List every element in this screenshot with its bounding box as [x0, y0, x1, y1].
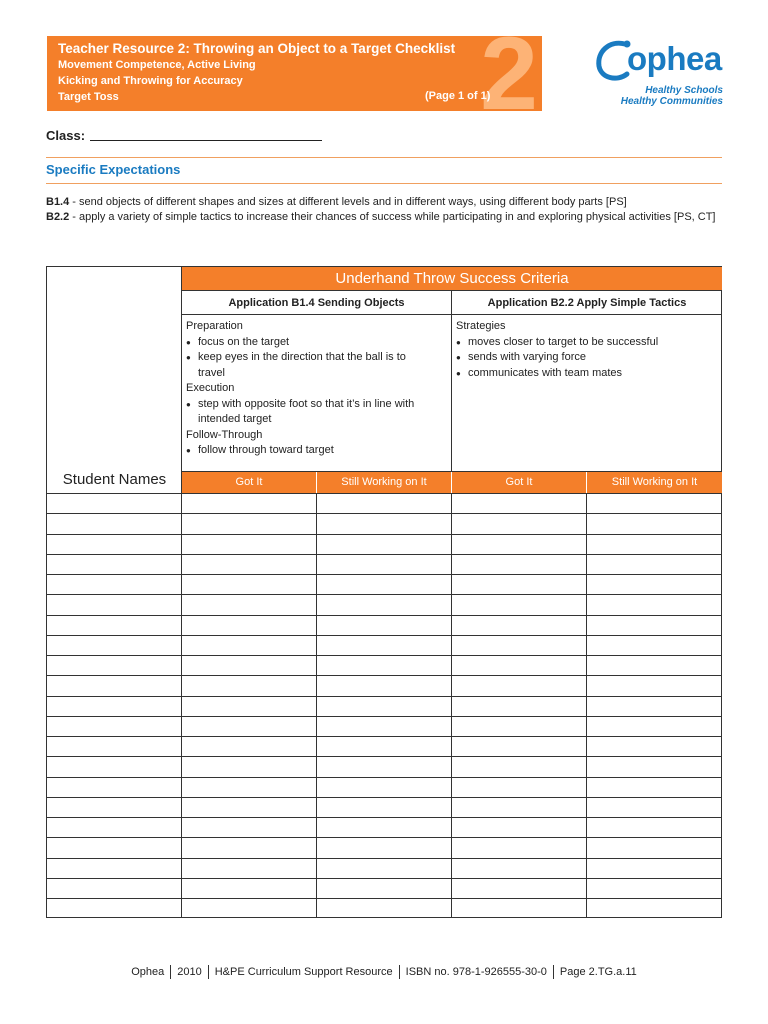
status-got-it-b22: Got It — [452, 472, 587, 493]
status-working-b14: Still Working on It — [317, 472, 452, 493]
criteria-item: ● step with opposite foot so that it’s in line with — [186, 397, 447, 413]
footer-separator — [553, 965, 554, 979]
checkbox-cell[interactable] — [452, 676, 587, 695]
resource-number: 2 — [480, 36, 538, 111]
checkbox-cell[interactable] — [452, 899, 587, 918]
checkbox-cell[interactable] — [587, 717, 721, 736]
checkbox-cell[interactable] — [317, 555, 452, 574]
checkbox-cell[interactable] — [317, 778, 452, 797]
logo-tagline-schools: Healthy Schools — [645, 85, 723, 96]
checkbox-cell[interactable] — [317, 859, 452, 878]
checkbox-cell[interactable] — [587, 555, 721, 574]
criteria-phase-label: Follow-Through — [186, 428, 263, 441]
checkbox-cell[interactable] — [317, 899, 452, 918]
checkbox-cell[interactable] — [452, 555, 587, 574]
footer-separator — [399, 965, 400, 979]
student-name-cell[interactable] — [47, 595, 182, 614]
student-names-label: Student Names — [62, 471, 167, 488]
specific-expectations-heading: Specific Expectations — [46, 162, 181, 177]
footer-separator — [170, 965, 171, 979]
checkbox-cell[interactable] — [182, 676, 317, 695]
divider-bottom — [46, 183, 722, 184]
checkbox-cell[interactable] — [182, 798, 317, 817]
application-b22-heading: Application B2.2 Apply Simple Tactics — [452, 291, 722, 315]
student-name-cell[interactable] — [47, 757, 182, 776]
checkbox-cell[interactable] — [182, 717, 317, 736]
checklist-table — [46, 266, 722, 918]
footer-page-number: Page 2.TG.a.11 — [559, 965, 637, 978]
strand-subtitle: Movement Competence, Active Living — [58, 59, 256, 71]
checkbox-cell[interactable] — [317, 535, 452, 554]
student-name-cell[interactable] — [47, 494, 182, 513]
checkbox-cell[interactable] — [317, 838, 452, 857]
checkbox-cell[interactable] — [452, 636, 587, 655]
checkbox-cell[interactable] — [587, 616, 721, 635]
checkbox-cell[interactable] — [452, 616, 587, 635]
table-row — [47, 858, 721, 878]
checkbox-cell[interactable] — [182, 656, 317, 675]
checkbox-cell[interactable] — [182, 697, 317, 716]
student-name-cell[interactable] — [47, 778, 182, 797]
checkbox-cell[interactable] — [587, 514, 721, 533]
criteria-item: ● follow through toward target — [186, 443, 447, 459]
criteria-item: ● keep eyes in the direction that the ball is to — [186, 350, 447, 366]
student-name-cell[interactable] — [47, 737, 182, 756]
checkbox-cell[interactable] — [587, 879, 721, 898]
table-row — [47, 837, 721, 857]
criteria-item: travel — [198, 366, 225, 379]
table-row — [47, 493, 721, 513]
expectation-b22 — [46, 210, 722, 225]
table-row — [47, 756, 721, 776]
checkbox-cell[interactable] — [587, 575, 721, 594]
expectation-text: - apply a variety of simple tactics to increase their chances of success while participating in and exploring physical activities [PS, CT] — [69, 211, 716, 223]
checkbox-cell[interactable] — [587, 535, 721, 554]
table-row — [47, 817, 721, 837]
table-row — [47, 878, 721, 898]
expectation-text: - send objects of different shapes and sizes at different levels and in different ways, using different body parts [PS] — [69, 196, 627, 208]
checkbox-cell[interactable] — [317, 798, 452, 817]
checkbox-cell[interactable] — [317, 757, 452, 776]
checkbox-cell[interactable] — [317, 494, 452, 513]
checkbox-cell[interactable] — [317, 595, 452, 614]
checkbox-cell[interactable] — [317, 616, 452, 635]
checkbox-cell[interactable] — [317, 575, 452, 594]
footer-publisher: Ophea — [131, 965, 165, 978]
checkbox-cell[interactable] — [452, 737, 587, 756]
criteria-phase-label: Strategies — [456, 320, 506, 332]
checkbox-cell[interactable] — [317, 656, 452, 675]
checkbox-cell[interactable] — [587, 757, 721, 776]
checkbox-cell[interactable] — [452, 595, 587, 614]
checkbox-cell[interactable] — [182, 616, 317, 635]
checkbox-cell[interactable] — [182, 575, 317, 594]
page-title: Teacher Resource 2: Throwing an Object to a Target Checklist — [58, 41, 456, 56]
checkbox-cell[interactable] — [317, 879, 452, 898]
checkbox-cell[interactable] — [182, 535, 317, 554]
criteria-item: ● moves closer to target to be successful — [456, 335, 718, 351]
criteria-item: intended target — [198, 413, 272, 425]
checkbox-cell[interactable] — [452, 798, 587, 817]
application-b14-heading: Application B1.4 Sending Objects — [182, 291, 452, 315]
checkbox-cell[interactable] — [452, 838, 587, 857]
checkbox-cell[interactable] — [452, 879, 587, 898]
checkbox-cell[interactable] — [182, 899, 317, 918]
header-banner — [47, 36, 542, 111]
criteria-item: ● focus on the target — [186, 335, 447, 351]
table-row — [47, 594, 721, 614]
student-names-header-cell — [47, 267, 182, 493]
checkbox-cell[interactable] — [317, 717, 452, 736]
footer-resource: H&PE Curriculum Support Resource — [214, 965, 393, 978]
footer-separator — [208, 965, 209, 979]
checkbox-cell[interactable] — [182, 494, 317, 513]
student-name-cell[interactable] — [47, 656, 182, 675]
student-name-cell[interactable] — [47, 616, 182, 635]
checkbox-cell[interactable] — [182, 737, 317, 756]
status-working-b22: Still Working on It — [587, 472, 722, 493]
checkbox-cell[interactable] — [587, 595, 721, 614]
checkbox-cell[interactable] — [587, 737, 721, 756]
footer-year: 2010 — [177, 965, 202, 978]
checkbox-cell[interactable] — [317, 636, 452, 655]
checkbox-cell[interactable] — [182, 757, 317, 776]
checkbox-cell[interactable] — [317, 514, 452, 533]
student-name-cell[interactable] — [47, 838, 182, 857]
table-row — [47, 574, 721, 594]
checkbox-cell[interactable] — [587, 697, 721, 716]
checkbox-cell[interactable] — [182, 879, 317, 898]
checkbox-cell[interactable] — [452, 859, 587, 878]
checkbox-cell[interactable] — [182, 859, 317, 878]
checkbox-cell[interactable] — [317, 737, 452, 756]
page-count: (Page 1 of 1) — [425, 90, 491, 102]
expectation-code: B2.2 — [46, 211, 70, 223]
checkbox-cell[interactable] — [317, 818, 452, 837]
checkbox-cell[interactable] — [452, 494, 587, 513]
table-row — [47, 635, 721, 655]
student-name-cell[interactable] — [47, 636, 182, 655]
checkbox-cell[interactable] — [452, 778, 587, 797]
table-row — [47, 513, 721, 533]
divider-top — [46, 157, 722, 158]
criteria-item: ● communicates with team mates — [456, 366, 718, 382]
page-footer — [0, 965, 768, 979]
table-row — [47, 534, 721, 554]
student-name-cell[interactable] — [47, 697, 182, 716]
student-name-cell[interactable] — [47, 535, 182, 554]
checkbox-cell[interactable] — [452, 575, 587, 594]
checkbox-cell[interactable] — [452, 656, 587, 675]
checkbox-cell[interactable] — [587, 798, 721, 817]
table-row — [47, 716, 721, 736]
checkbox-cell[interactable] — [182, 838, 317, 857]
checkbox-cell[interactable] — [587, 494, 721, 513]
class-field[interactable] — [90, 140, 322, 141]
table-row — [47, 554, 721, 574]
table-row — [47, 655, 721, 675]
table-row — [47, 797, 721, 817]
class-label: Class: — [46, 128, 86, 143]
checkbox-cell[interactable] — [452, 717, 587, 736]
student-name-cell[interactable] — [47, 555, 182, 574]
student-name-cell[interactable] — [47, 575, 182, 594]
logo-wordmark: ophea — [627, 40, 722, 77]
student-name-cell[interactable] — [47, 798, 182, 817]
footer-isbn: ISBN no. 978-1-926555-30-0 — [405, 965, 547, 978]
student-name-cell[interactable] — [47, 818, 182, 837]
activity-subtitle: Target Toss — [58, 91, 119, 103]
topic-subtitle: Kicking and Throwing for Accuracy — [58, 75, 243, 87]
criteria-phase-label: Execution — [186, 382, 235, 394]
ophea-logo — [595, 34, 725, 109]
expectation-code: B1.4 — [46, 196, 70, 208]
checkbox-cell[interactable] — [452, 514, 587, 533]
checkbox-cell[interactable] — [182, 514, 317, 533]
expectation-b14 — [46, 195, 722, 210]
table-row — [47, 696, 721, 716]
checkbox-cell[interactable] — [182, 555, 317, 574]
checkbox-cell[interactable] — [452, 535, 587, 554]
checkbox-cell[interactable] — [587, 818, 721, 837]
student-name-cell[interactable] — [47, 717, 182, 736]
success-criteria-header: Underhand Throw Success Criteria — [182, 267, 722, 291]
checkbox-cell[interactable] — [587, 656, 721, 675]
checkbox-cell[interactable] — [452, 818, 587, 837]
checkbox-cell[interactable] — [317, 697, 452, 716]
checkbox-cell[interactable] — [587, 636, 721, 655]
criteria-phase-label: Preparation — [186, 320, 243, 332]
student-name-cell[interactable] — [47, 859, 182, 878]
table-row — [47, 675, 721, 695]
checkbox-cell[interactable] — [587, 899, 721, 918]
table-row — [47, 736, 721, 756]
checkbox-cell[interactable] — [317, 676, 452, 695]
student-name-cell[interactable] — [47, 514, 182, 533]
checkbox-cell[interactable] — [182, 595, 317, 614]
student-name-cell[interactable] — [47, 879, 182, 898]
checkbox-cell[interactable] — [182, 636, 317, 655]
table-row — [47, 615, 721, 635]
checkbox-cell[interactable] — [182, 818, 317, 837]
checkbox-cell[interactable] — [587, 859, 721, 878]
checkbox-cell[interactable] — [452, 757, 587, 776]
criteria-item: ● sends with varying force — [456, 350, 718, 366]
application-b22-criteria — [452, 315, 722, 472]
checkbox-cell[interactable] — [587, 676, 721, 695]
application-b14-criteria — [182, 315, 452, 472]
checkbox-cell[interactable] — [452, 697, 587, 716]
student-name-cell[interactable] — [47, 676, 182, 695]
table-row — [47, 777, 721, 797]
table-row — [47, 898, 721, 918]
logo-tagline-communities: Healthy Communities — [620, 96, 723, 107]
status-got-it-b14: Got It — [182, 472, 317, 493]
checkbox-cell[interactable] — [587, 778, 721, 797]
student-name-cell[interactable] — [47, 899, 182, 918]
checkbox-cell[interactable] — [587, 838, 721, 857]
checkbox-cell[interactable] — [182, 778, 317, 797]
